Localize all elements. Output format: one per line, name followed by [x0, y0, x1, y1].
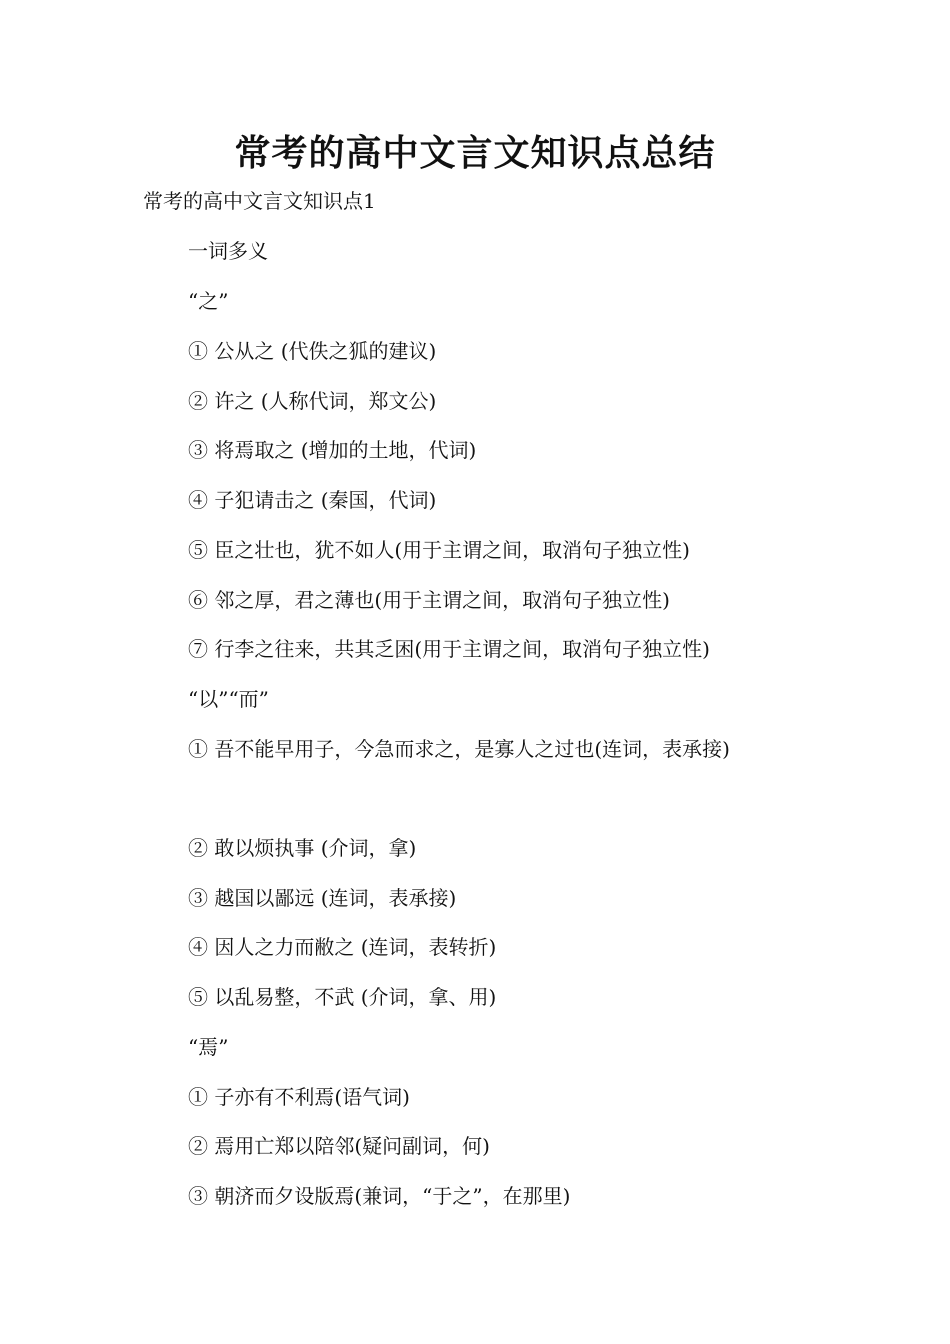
- example-line: ② 许之 (人称代词，郑文公): [188, 389, 437, 413]
- word-heading-yi-er: “以”“而”: [188, 687, 269, 711]
- example-line: ① 吾不能早用子，今急而求之，是寡人之过也(连词，表承接): [188, 737, 730, 761]
- example-line: ⑤ 臣之壮也，犹不如人(用于主谓之间，取消句子独立性): [188, 538, 690, 562]
- page-title: 常考的高中文言文知识点总结: [234, 132, 716, 174]
- section-heading: 常考的高中文言文知识点1: [143, 189, 376, 213]
- example-line: ③ 将焉取之 (增加的土地，代词): [188, 438, 477, 462]
- word-heading-zhi: “之”: [188, 289, 229, 313]
- example-line: ③ 越国以鄙远 (连词，表承接): [188, 886, 457, 910]
- example-line: ⑤ 以乱易整，不武 (介词，拿、用): [188, 985, 497, 1009]
- example-line: ③ 朝济而夕设版焉(兼词，“于之”，在那里): [188, 1184, 571, 1208]
- example-line: ① 子亦有不利焉(语气词): [188, 1085, 410, 1109]
- example-line: ② 敢以烦执事 (介词，拿): [188, 836, 417, 860]
- example-line: ⑦ 行李之往来，共其乏困(用于主谓之间，取消句子独立性): [188, 637, 710, 661]
- example-line: ② 焉用亡郑以陪邻(疑问副词，何): [188, 1134, 490, 1158]
- subheading-polysemy: 一词多义: [188, 239, 268, 263]
- example-line: ④ 因人之力而敝之 (连词，表转折): [188, 935, 497, 959]
- example-line: ⑥ 邻之厚，君之薄也(用于主谓之间，取消句子独立性): [188, 588, 670, 612]
- example-line: ① 公从之 (代佚之狐的建议): [188, 339, 437, 363]
- example-line: ④ 子犯请击之 (秦国，代词): [188, 488, 437, 512]
- word-heading-yan: “焉”: [188, 1035, 229, 1059]
